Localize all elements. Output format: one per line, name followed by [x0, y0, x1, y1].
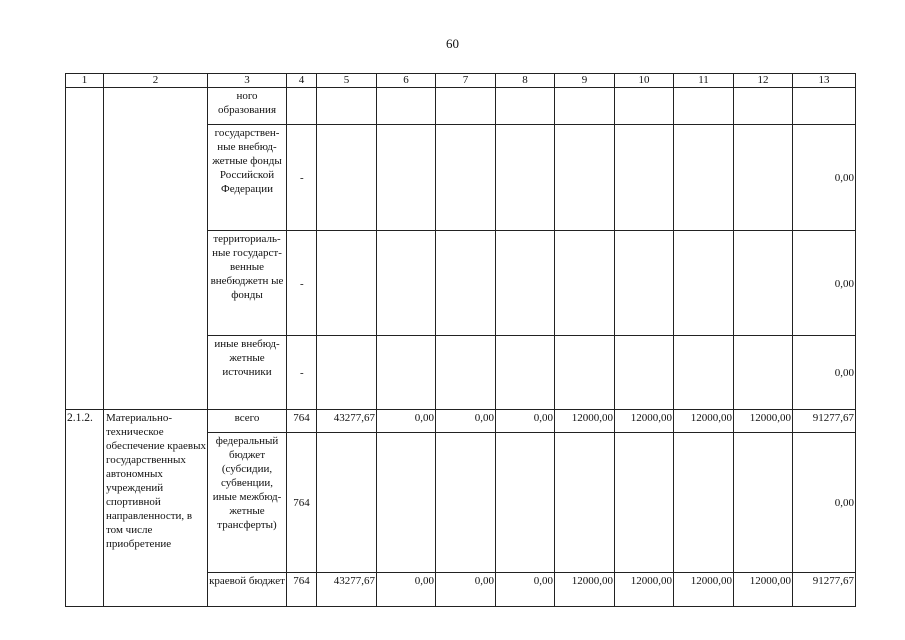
page-number: 60	[446, 36, 459, 51]
value-cell	[317, 125, 377, 231]
value-cell	[436, 231, 496, 336]
value-cell	[555, 231, 615, 336]
value-cell: 0,00	[377, 410, 436, 433]
value-cell: 12000,00	[615, 573, 674, 607]
header-cell: 9	[555, 74, 615, 88]
row-name-cell: Материально-техническое обеспечение краевых государственных автономных учреждений спортивной направленности, в том числе приобретение	[104, 410, 208, 607]
header-cell: 2	[104, 74, 208, 88]
value-cell	[377, 125, 436, 231]
value-cell	[615, 88, 674, 125]
total-cell: 0,00	[793, 433, 856, 573]
value-cell	[734, 125, 793, 231]
value-cell	[674, 88, 734, 125]
value-cell	[674, 231, 734, 336]
header-cell: 13	[793, 74, 856, 88]
value-cell: 43277,67	[317, 573, 377, 607]
header-cell: 5	[317, 74, 377, 88]
value-cell	[615, 231, 674, 336]
header-cell: 11	[674, 74, 734, 88]
code-cell: 764	[287, 433, 317, 573]
total-cell: 0,00	[793, 125, 856, 231]
value-cell	[317, 433, 377, 573]
header-cell: 4	[287, 74, 317, 88]
value-cell	[436, 88, 496, 125]
value-cell	[734, 231, 793, 336]
header-cell: 10	[615, 74, 674, 88]
value-cell	[734, 433, 793, 573]
value-cell: 12000,00	[615, 410, 674, 433]
header-row	[66, 74, 856, 88]
value-cell	[555, 125, 615, 231]
code-cell	[287, 88, 317, 125]
header-cell: 6	[377, 74, 436, 88]
total-cell: 91277,67	[793, 573, 856, 607]
value-cell	[615, 336, 674, 410]
table-row	[66, 88, 856, 125]
value-cell: 12000,00	[555, 573, 615, 607]
value-cell	[317, 336, 377, 410]
value-cell	[377, 336, 436, 410]
value-cell	[436, 433, 496, 573]
code-cell: 764	[287, 410, 317, 433]
funding-source-cell: всего	[208, 410, 287, 433]
value-cell	[496, 125, 555, 231]
value-cell	[674, 433, 734, 573]
funding-source-cell: иные внебюд-жетные источники	[208, 336, 287, 410]
value-cell	[496, 336, 555, 410]
value-cell	[377, 433, 436, 573]
value-cell	[377, 88, 436, 125]
row-number-cell: 2.1.2.	[66, 410, 104, 607]
value-cell	[436, 336, 496, 410]
code-cell: -	[287, 336, 317, 410]
value-cell	[496, 88, 555, 125]
value-cell: 0,00	[436, 573, 496, 607]
value-cell: 12000,00	[734, 573, 793, 607]
total-cell: 0,00	[793, 336, 856, 410]
funding-source-cell: государствен-ные внебюд-жетные фонды Российской Федерации	[208, 125, 287, 231]
row-number-cell	[66, 88, 104, 410]
value-cell	[317, 88, 377, 125]
code-cell: -	[287, 231, 317, 336]
value-cell	[615, 125, 674, 231]
funding-source-cell: ного образования	[208, 88, 287, 125]
value-cell: 0,00	[496, 573, 555, 607]
value-cell: 12000,00	[555, 410, 615, 433]
header-cell: 3	[208, 74, 287, 88]
header-cell: 1	[66, 74, 104, 88]
code-cell: 764	[287, 573, 317, 607]
value-cell	[317, 231, 377, 336]
total-cell: 91277,67	[793, 410, 856, 433]
value-cell	[555, 88, 615, 125]
total-cell: 0,00	[793, 231, 856, 336]
value-cell: 43277,67	[317, 410, 377, 433]
value-cell	[377, 231, 436, 336]
value-cell	[674, 125, 734, 231]
value-cell	[436, 125, 496, 231]
value-cell	[615, 433, 674, 573]
header-cell: 7	[436, 74, 496, 88]
value-cell: 0,00	[377, 573, 436, 607]
value-cell	[496, 231, 555, 336]
funding-source-cell: краевой бюджет	[208, 573, 287, 607]
value-cell	[674, 336, 734, 410]
value-cell	[555, 336, 615, 410]
value-cell	[734, 336, 793, 410]
funding-source-cell: территориаль-ные государст-венные внебюджетн ые фонды	[208, 231, 287, 336]
code-cell: -	[287, 125, 317, 231]
value-cell: 0,00	[436, 410, 496, 433]
header-cell: 12	[734, 74, 793, 88]
value-cell: 12000,00	[674, 573, 734, 607]
funding-source-cell: федеральный бюджет (субсидии, субвенции, иные межбюд-жетные трансферты)	[208, 433, 287, 573]
value-cell	[734, 88, 793, 125]
value-cell	[496, 433, 555, 573]
budget-table	[65, 73, 856, 607]
total-cell	[793, 88, 856, 125]
value-cell: 0,00	[496, 410, 555, 433]
value-cell: 12000,00	[734, 410, 793, 433]
header-cell: 8	[496, 74, 555, 88]
table-row	[66, 410, 856, 433]
value-cell: 12000,00	[674, 410, 734, 433]
value-cell	[555, 433, 615, 573]
row-name-cell	[104, 88, 208, 410]
